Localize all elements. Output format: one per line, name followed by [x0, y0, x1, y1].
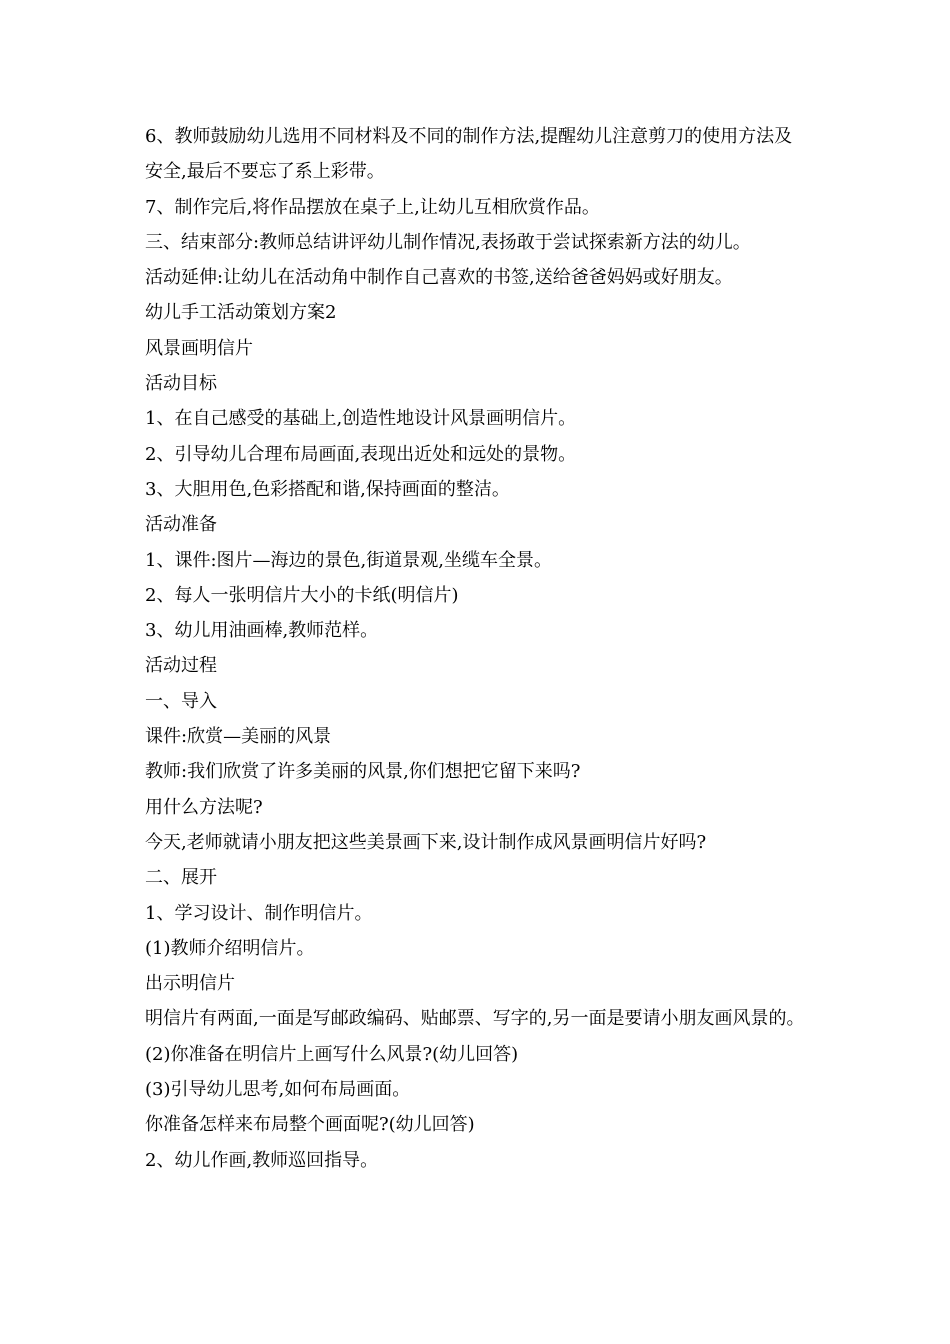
paragraph: (3)引导幼儿思考,如何布局画面。 — [145, 1079, 411, 1101]
paragraph: 1、学习设计、制作明信片。 — [145, 902, 373, 924]
paragraph: 1、课件:图片—海边的景色,街道景观,坐缆车全景。 — [145, 549, 552, 571]
document-body — [145, 119, 810, 1178]
paragraph: 2、引导幼儿合理布局画面,表现出近处和远处的景物。 — [145, 443, 577, 465]
paragraph: 3、幼儿用油画棒,教师范样。 — [145, 620, 379, 642]
subsection-heading: 二、展开 — [145, 867, 217, 889]
paragraph: 2、每人一张明信片大小的卡纸(明信片) — [145, 584, 459, 606]
section-heading: 活动准备 — [145, 514, 217, 536]
paragraph: (2)你准备在明信片上画写什么风景?(幼儿回答) — [145, 1043, 519, 1065]
paragraph: 课件:欣赏—美丽的风景 — [145, 726, 332, 748]
paragraph: 6、教师鼓励幼儿选用不同材料及不同的制作方法,提醒幼儿注意剪刀的使用方法及安全,最后不要忘了系上彩带。 — [145, 126, 793, 183]
paragraph: 7、制作完后,将作品摆放在桌子上,让幼儿互相欣赏作品。 — [145, 196, 600, 218]
paragraph: 你准备怎样来布局整个画面呢?(幼儿回答) — [145, 1114, 475, 1136]
paragraph: 明信片有两面,一面是写邮政编码、贴邮票、写字的,另一面是要请小朋友画风景的。 — [145, 1008, 805, 1030]
paragraph: 教师:我们欣赏了许多美丽的风景,你们想把它留下来吗? — [145, 761, 581, 783]
paragraph: 活动延伸:让幼儿在活动角中制作自己喜欢的书签,送给爸爸妈妈或好朋友。 — [145, 267, 733, 289]
paragraph: 2、幼儿作画,教师巡回指导。 — [145, 1149, 379, 1171]
paragraph: 出示明信片 — [145, 973, 235, 995]
paragraph: 三、结束部分:教师总结讲评幼儿制作情况,表扬敢于尝试探索新方法的幼儿。 — [145, 231, 751, 253]
paragraph: 1、在自己感受的基础上,创造性地设计风景画明信片。 — [145, 408, 577, 430]
section-heading: 活动过程 — [145, 655, 217, 677]
section-title: 幼儿手工活动策划方案2 — [145, 302, 337, 324]
paragraph: 用什么方法呢? — [145, 796, 263, 818]
paragraph: 3、大胆用色,色彩搭配和谐,保持画面的整洁。 — [145, 478, 510, 500]
paragraph: (1)教师介绍明信片。 — [145, 937, 315, 959]
section-heading: 活动目标 — [145, 373, 217, 395]
paragraph: 今天,老师就请小朋友把这些美景画下来,设计制作成风景画明信片好吗? — [145, 831, 707, 853]
subsection-heading: 一、导入 — [145, 690, 217, 712]
activity-name: 风景画明信片 — [145, 337, 253, 359]
